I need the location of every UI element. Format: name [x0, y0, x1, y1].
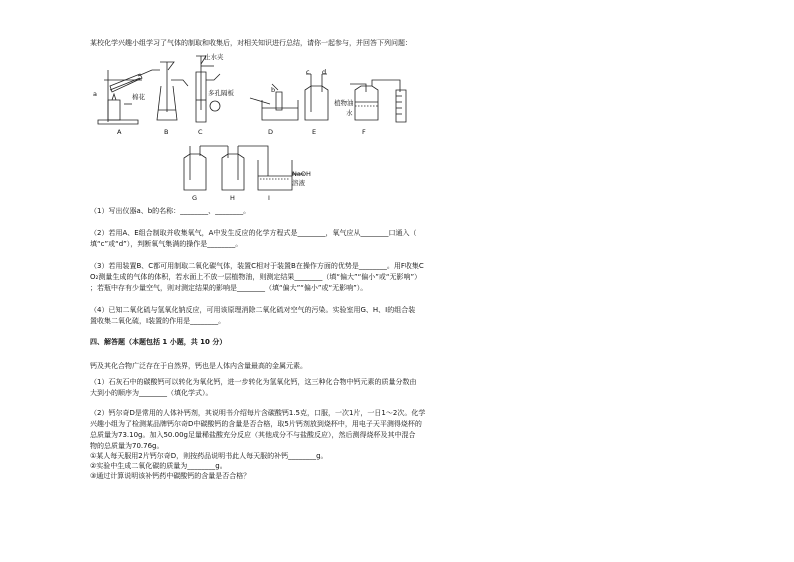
- part2-line3: 总质量为73.10g。加入50.00g足量稀盐酸充分反应（其他成分不与盐酸反应），然后测得烧杯及其中混合: [90, 431, 416, 439]
- part2-sub-a: ①某人每天服用2片钙尔奇D，则按药品说明书此人每天服的补钙________g。: [90, 452, 328, 460]
- caption-b: B: [164, 128, 169, 136]
- question-2-line1: （2）若用A、E组合制取并收集氧气，A中发生反应的化学方程式是________，氧气应从________口通入（: [90, 229, 417, 237]
- question-4-line2: 置收集二氧化硫，I装置的作用是________。: [90, 317, 226, 325]
- apparatus-g: [184, 146, 228, 190]
- apparatus-e: [305, 74, 328, 120]
- caption-e: E: [312, 128, 317, 136]
- apparatus-b: [157, 62, 188, 120]
- caption-g: G: [192, 194, 198, 202]
- part1-line1: （1）石灰石中的碳酸钙可以转化为氧化钙，进一步转化为氢氧化钙，这三种化合物中钙元素的质量分数由: [90, 378, 417, 386]
- apparatus-f: [350, 80, 406, 122]
- label-cotton: 棉花: [132, 93, 145, 101]
- part2-line4: 物的总质量为70.76g。: [90, 442, 164, 450]
- question-1: （1）写出仪器a、b的名称：________、________。: [90, 207, 251, 215]
- question-4-line1: （4）已知二氧化硫与氢氧化钠反应，可用该原理消除二氧化硫对空气的污染。实验室用G、H、I的组合装: [90, 306, 416, 314]
- label-b: b: [271, 86, 276, 94]
- label-water: 水: [346, 109, 353, 117]
- caption-a: A: [117, 128, 122, 136]
- part2-sub-c: ③通过计算说明该补钙药中碳酸钙的含量是否合格？: [90, 472, 251, 480]
- intro-text: 某校化学兴趣小组学习了气体的制取和收集后，对相关知识进行总结，请你一起参与，并回答下列问题：: [90, 39, 412, 47]
- apparatus-a: [98, 70, 160, 124]
- label-c: c: [306, 68, 310, 76]
- label-d: d: [322, 68, 327, 76]
- section-intro: 钙及其化合物广泛存在于自然界，钙也是人体内含量最高的金属元素。: [90, 362, 307, 370]
- part1-line2: 大到小的顺序为________（填化学式）。: [90, 389, 213, 397]
- label-clip: 止水夹: [204, 53, 224, 61]
- question-3-line1: （3）若用装置B、C都可用制取二氧化碳气体，装置C相对于装置B在操作方面的优势是________。用F收集C: [90, 262, 424, 270]
- question-2-line2: 填“c”或“d”），判断氧气集满的操作是________。: [90, 240, 243, 248]
- caption-i: I: [268, 194, 270, 202]
- caption-d: D: [268, 128, 274, 136]
- label-a: a: [93, 90, 97, 98]
- caption-f: F: [362, 128, 366, 136]
- label-oil: 植物油: [334, 99, 354, 107]
- caption-h: H: [230, 194, 235, 202]
- part2-sub-b: ②实验中生成二氧化碳的质量为________g。: [90, 462, 227, 470]
- part2-line1: （2）钙尔奇D是常用的人体补钙剂，其说明书介绍每片含碳酸钙1.5克，口服，一次1片，一日1～2次。化学: [90, 409, 426, 417]
- question-3-line2: O₂测量生成的气体的体积，若水面上不放一层植物油，则测定结果________（填“偏大”“偏小”或“无影响”）: [90, 273, 422, 281]
- label-porous-plate: 多孔隔板: [208, 89, 234, 97]
- label-naoh: NaOH: [292, 170, 311, 178]
- question-3-line3: ；若瓶中存有少量空气，则对测定结果的影响是________（填“偏大”“偏小”或“无影响”）。: [90, 284, 368, 292]
- label-solution: 溶液: [292, 179, 305, 187]
- apparatus-h: [222, 146, 268, 190]
- part2-line2: 兴趣小组为了检测某品牌钙尔奇D中碳酸钙的含量是否合格，取5片钙剂放到烧杯中，用电子天平测得烧杯的: [90, 420, 422, 428]
- caption-c: C: [198, 128, 203, 136]
- section-heading: 四、解答题（本题包括 1 小题，共 10 分）: [90, 338, 227, 346]
